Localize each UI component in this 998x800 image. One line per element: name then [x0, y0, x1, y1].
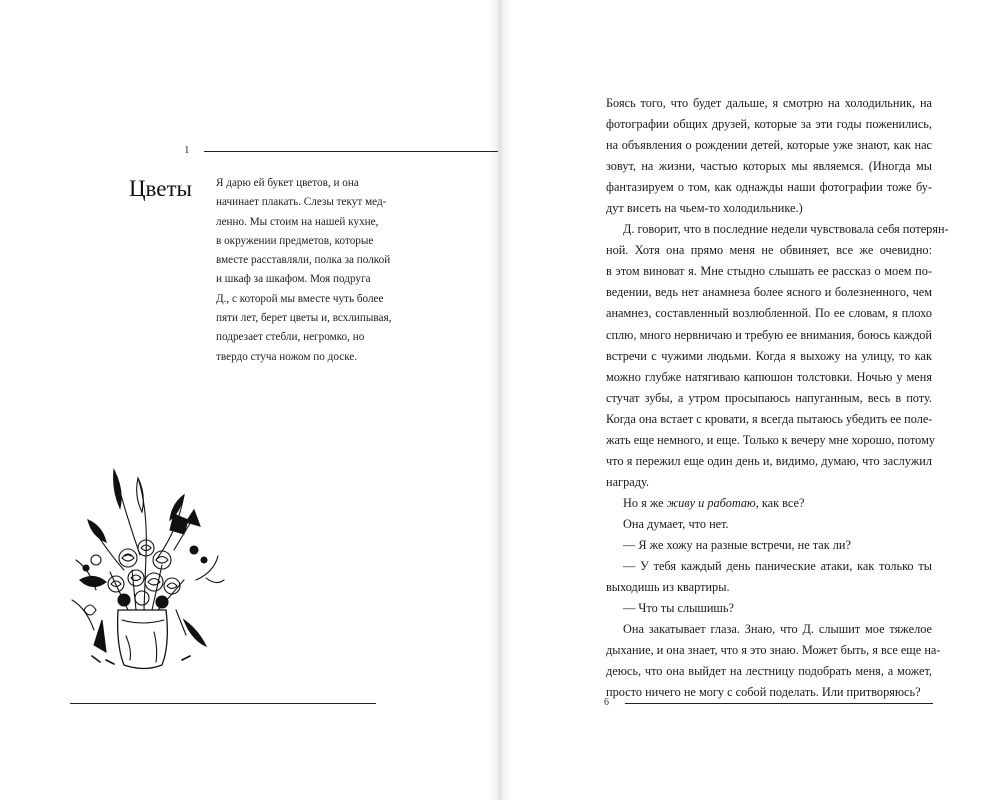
intro-line: в окружении предметов, которые: [216, 234, 374, 247]
text-line: стучат зубы, а утром просыпаюсь напуганным, весь в поту.: [606, 390, 932, 405]
chapter-number: 1: [184, 144, 190, 156]
bottom-rule: [70, 703, 376, 704]
text-segment: , как все?: [755, 495, 805, 510]
text-line: сплю, много нервничаю и требую ее внимания, боюсь каждой: [606, 327, 932, 342]
chapter-rule: [204, 151, 498, 152]
text-line: Д. говорит, что в последние недели чувствовала себя потерян-: [623, 222, 949, 237]
page-number: 6: [604, 697, 609, 708]
text-line: жать еще немного, и еще. Только к вечеру мне хорошо, потому: [606, 432, 936, 447]
intro-line: твердо стуча ножом по доске.: [216, 350, 358, 363]
text-line: Она думает, что нет.: [623, 516, 729, 531]
dialogue-line: — У тебя каждый день панические атаки, как только ты: [623, 559, 932, 574]
text-line: фантазируем о том, как однажды наши фотографии тоже бу-: [606, 180, 932, 195]
dialogue-line: — Я же хожу на разные встречи, не так ли?: [623, 537, 851, 552]
intro-line: ленно. Мы стоим на нашей кухне,: [216, 215, 379, 228]
text-line: ведении, ведь нет анамнеза более ясного и болезненного, чем: [606, 285, 932, 300]
intro-line: и шкаф за шкафом. Моя подруга: [216, 273, 371, 286]
text-line: анамнез, составленный возлюбленной. По ее словам, я плохо: [606, 306, 932, 321]
intro-line: Д., с которой мы вместе чуть более: [216, 292, 384, 305]
text-line: награду.: [606, 474, 649, 489]
text-line: дыхание, и она знает, что я это знаю. Может быть, я все еще на-: [606, 643, 941, 658]
text-line: деюсь, что она выйдет на лестницу подобрать меня, а может,: [606, 664, 932, 679]
text-line: на объявления о рождении детей, которые уже знают, как нас: [606, 138, 932, 153]
text-line: просто ничего не могу с собой поделать. Или притворяюсь?: [606, 685, 921, 700]
text-line: Она закатывает глаза. Знаю, что Д. слышит мое тяжелое: [623, 622, 932, 637]
text-line: встречи с чужими людьми. Когда я выхожу на улицу, то как: [606, 348, 932, 363]
flower-bouquet-illustration: [66, 460, 226, 675]
text-line-with-italic: [606, 493, 932, 514]
intro-line: Я дарю ей букет цветов, и она: [216, 177, 359, 189]
dialogue-line: — Что ты слышишь?: [623, 601, 734, 616]
text-line: зовут, на жизни, частью которых мы являемся. (Иногда мы: [606, 159, 932, 174]
chapter-title: Цветы: [128, 176, 192, 201]
text-line: дут висеть на чьем-то холодильнике.): [606, 201, 803, 216]
intro-line: начинает плакать. Слезы текут мед-: [216, 196, 387, 209]
left-page: [0, 0, 498, 800]
text-line: в этом виноват я. Мне стыдно слышать ее рассказ о моем по-: [606, 264, 932, 279]
intro-paragraph: [216, 174, 416, 367]
italic-phrase: живу и работаю: [666, 495, 756, 510]
text-line: можно глубже натягиваю капюшон толстовки. Ночью у меня: [606, 369, 932, 384]
text-line: что я пережил еще один день и, видимо, думаю, что заслужил: [606, 453, 932, 468]
footer-rule: [625, 703, 933, 704]
text-line: фотографии общих друзей, которые за эти годы поженились,: [606, 117, 932, 132]
text-line: Когда она встает с кровати, я всегда пытаюсь убедить ее поле-: [606, 411, 933, 426]
intro-line: пяти лет, берет цветы и, всхлипывая,: [216, 312, 392, 325]
text-line: выходишь из квартиры.: [606, 580, 730, 595]
text-line: Боясь того, что будет дальше, я смотрю на холодильник, на: [606, 96, 932, 110]
text-line: ной. Хотя она прямо меня не обвиняет, все же очевидно:: [606, 243, 932, 258]
body-text: [606, 93, 949, 703]
intro-line: вместе расставляли, полка за полкой: [216, 254, 391, 267]
text-segment: Но я же: [623, 495, 667, 510]
intro-line: подрезает стебли, негромко, но: [216, 331, 365, 344]
